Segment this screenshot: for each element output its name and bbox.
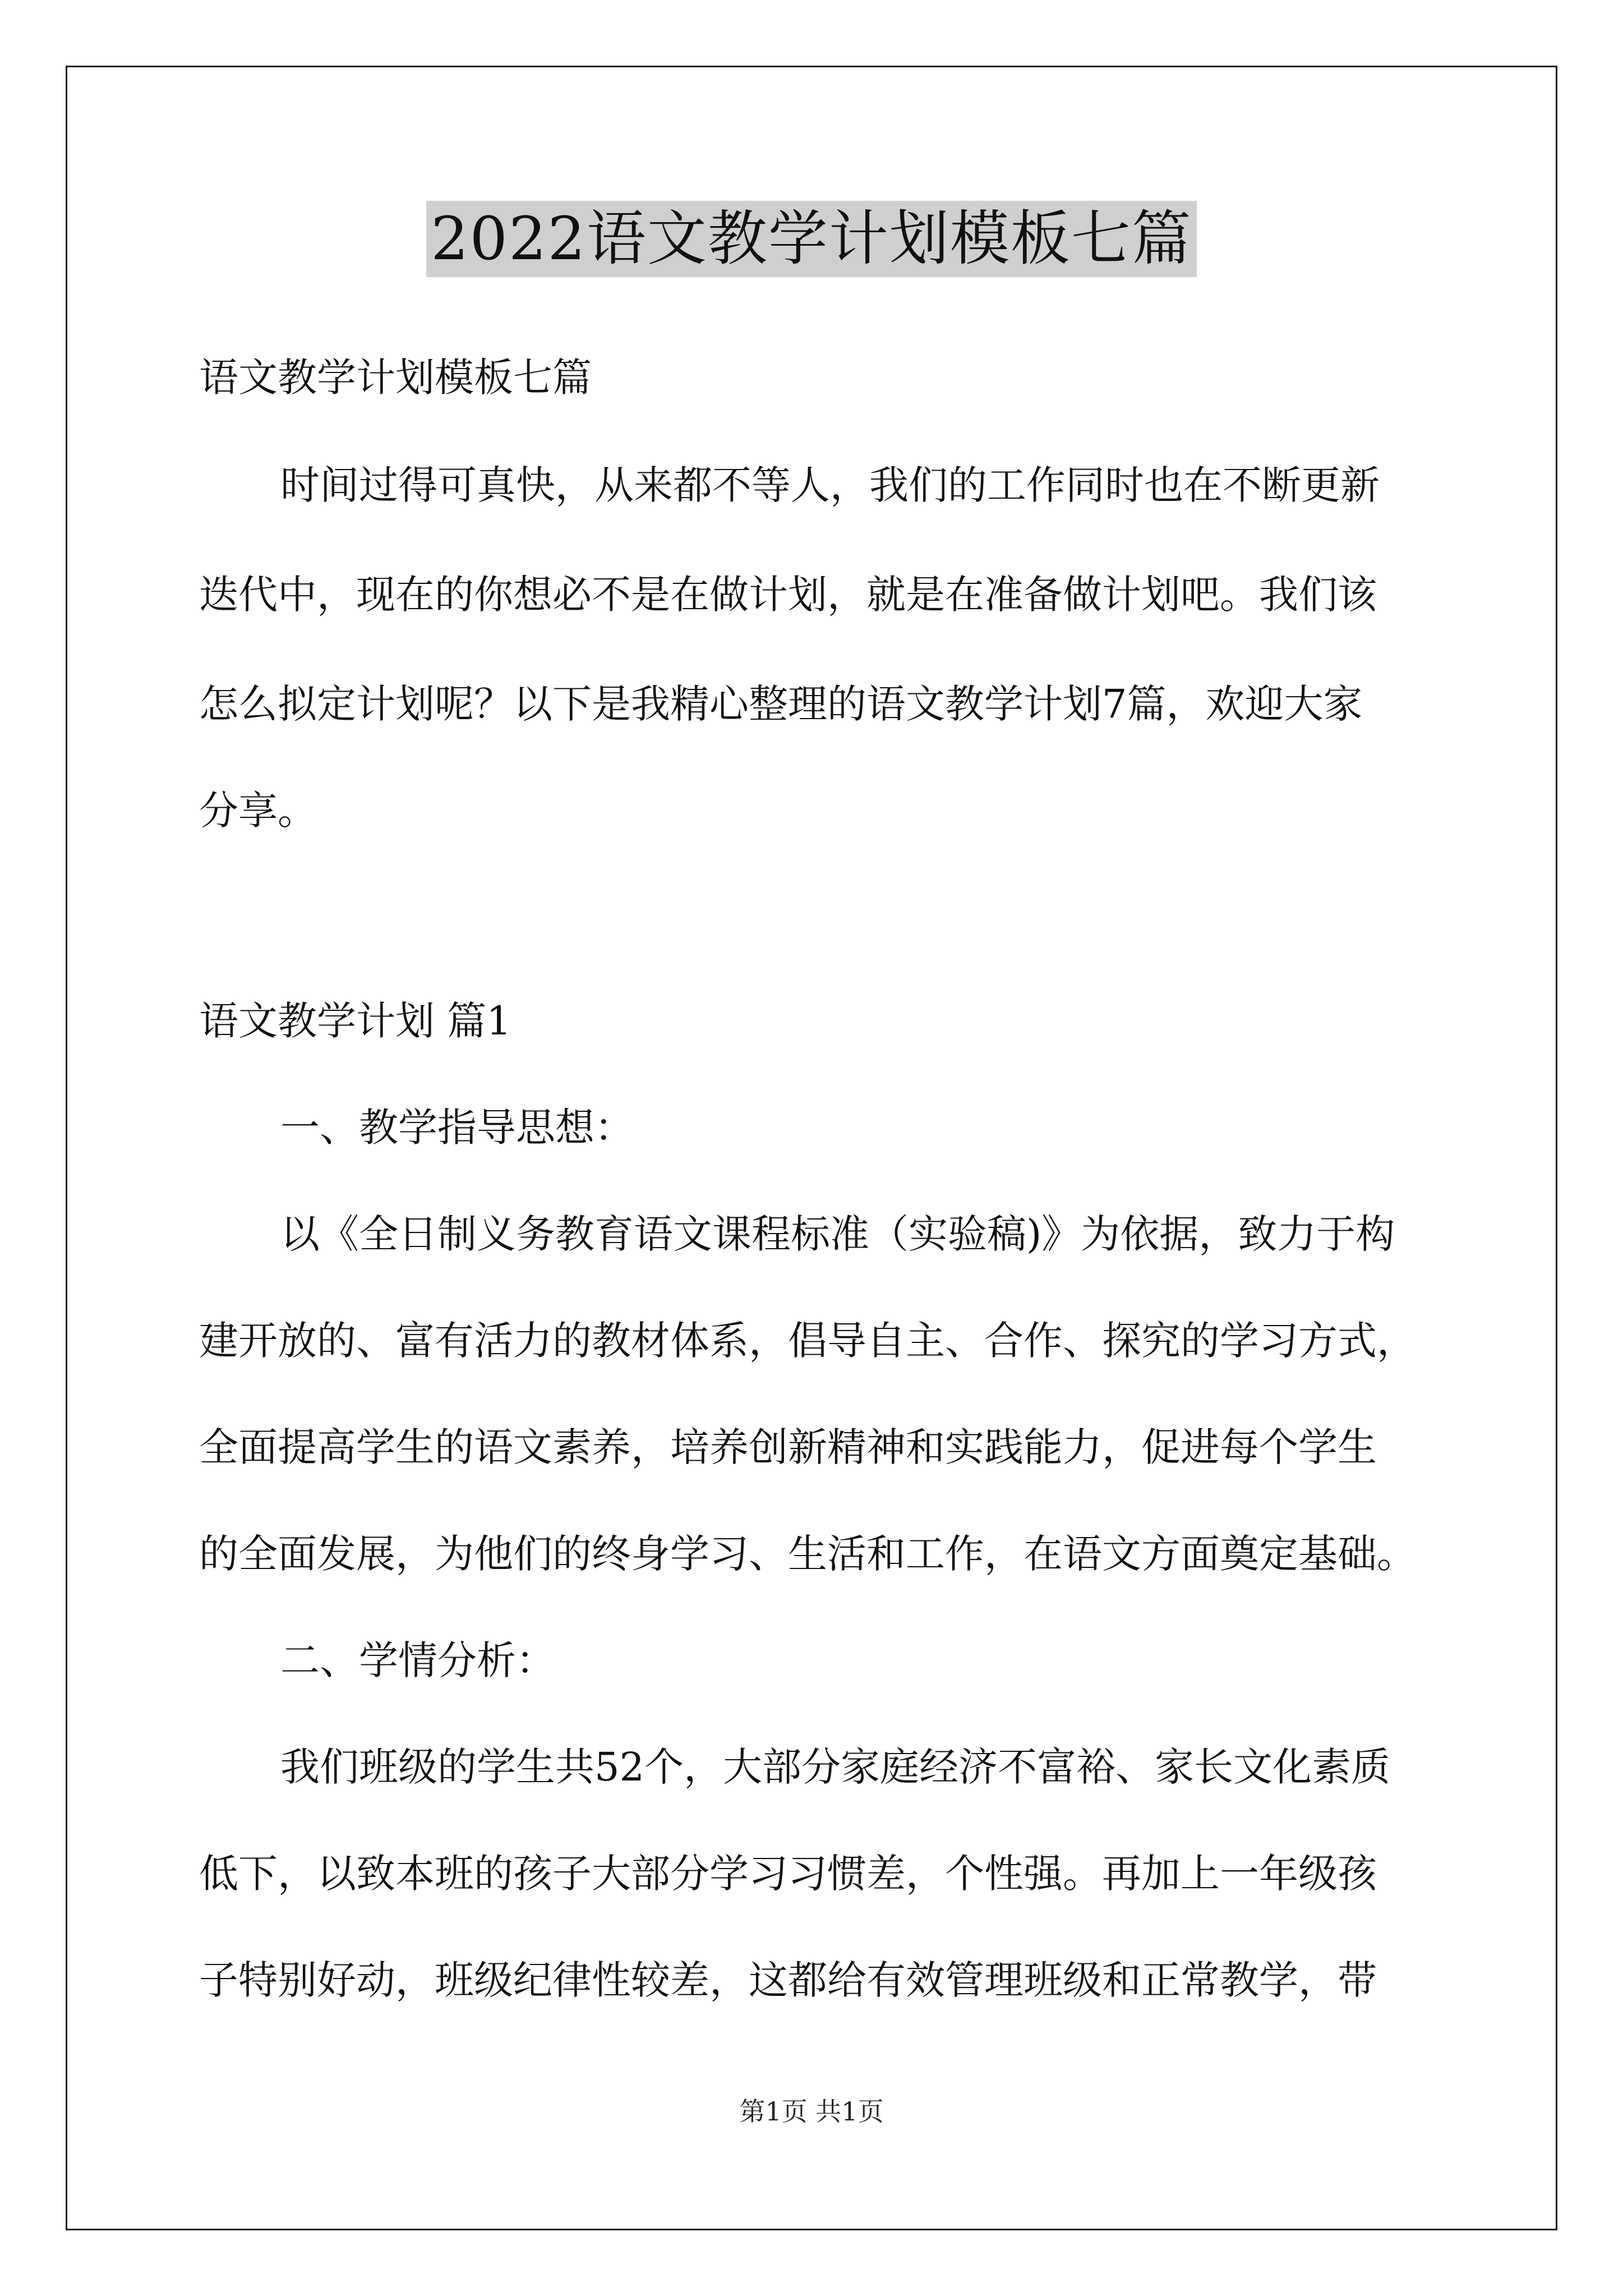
paragraph-line: 的全面发展，为他们的终身学习、生活和工作，在语文方面奠定基础。 <box>199 1531 1416 1577</box>
intro-line: 分享。 <box>199 788 317 834</box>
paragraph-line: 全面提高学生的语文素养，培养创新精神和实践能力，促进每个学生 <box>199 1424 1377 1470</box>
paragraph-line: 我们班级的学生共52个，大部分家庭经济不富裕、家长文化素质 <box>280 1744 1391 1790</box>
page-footer: 第1页 共1页 <box>739 2096 884 2127</box>
paragraph-line: 建开放的、富有活力的教材体系，倡导自主、合作、探究的学习方式， <box>199 1318 1416 1364</box>
intro-line: 时间过得可真快，从来都不等人，我们的工作同时也在不断更新 <box>280 462 1380 508</box>
paragraph-line: 以《全日制义务教育语文课程标准（实验稿)》为依据，致力于构 <box>280 1211 1395 1257</box>
paragraph-line: 子特别好动，班级纪律性较差，这都给有效管理班级和正常教学，带 <box>199 1957 1377 2003</box>
intro-line: 怎么拟定计划呢？以下是我精心整理的语文教学计划7篇，欢迎大家 <box>199 681 1363 727</box>
document-title: 2022语文教学计划模板七篇 <box>426 201 1197 277</box>
paragraph-line: 低下，以致本班的孩子大部分学习习惯差，个性强。再加上一年级孩 <box>199 1851 1377 1897</box>
section-heading: 语文教学计划 篇1 <box>199 998 511 1044</box>
part-heading: 二、学情分析： <box>280 1637 555 1683</box>
part-heading: 一、教学指导思想： <box>280 1105 634 1151</box>
document-subtitle: 语文教学计划模板七篇 <box>199 355 592 401</box>
intro-line: 迭代中，现在的你想必不是在做计划，就是在准备做计划吧。我们该 <box>199 572 1377 618</box>
title-container <box>0 201 1623 277</box>
